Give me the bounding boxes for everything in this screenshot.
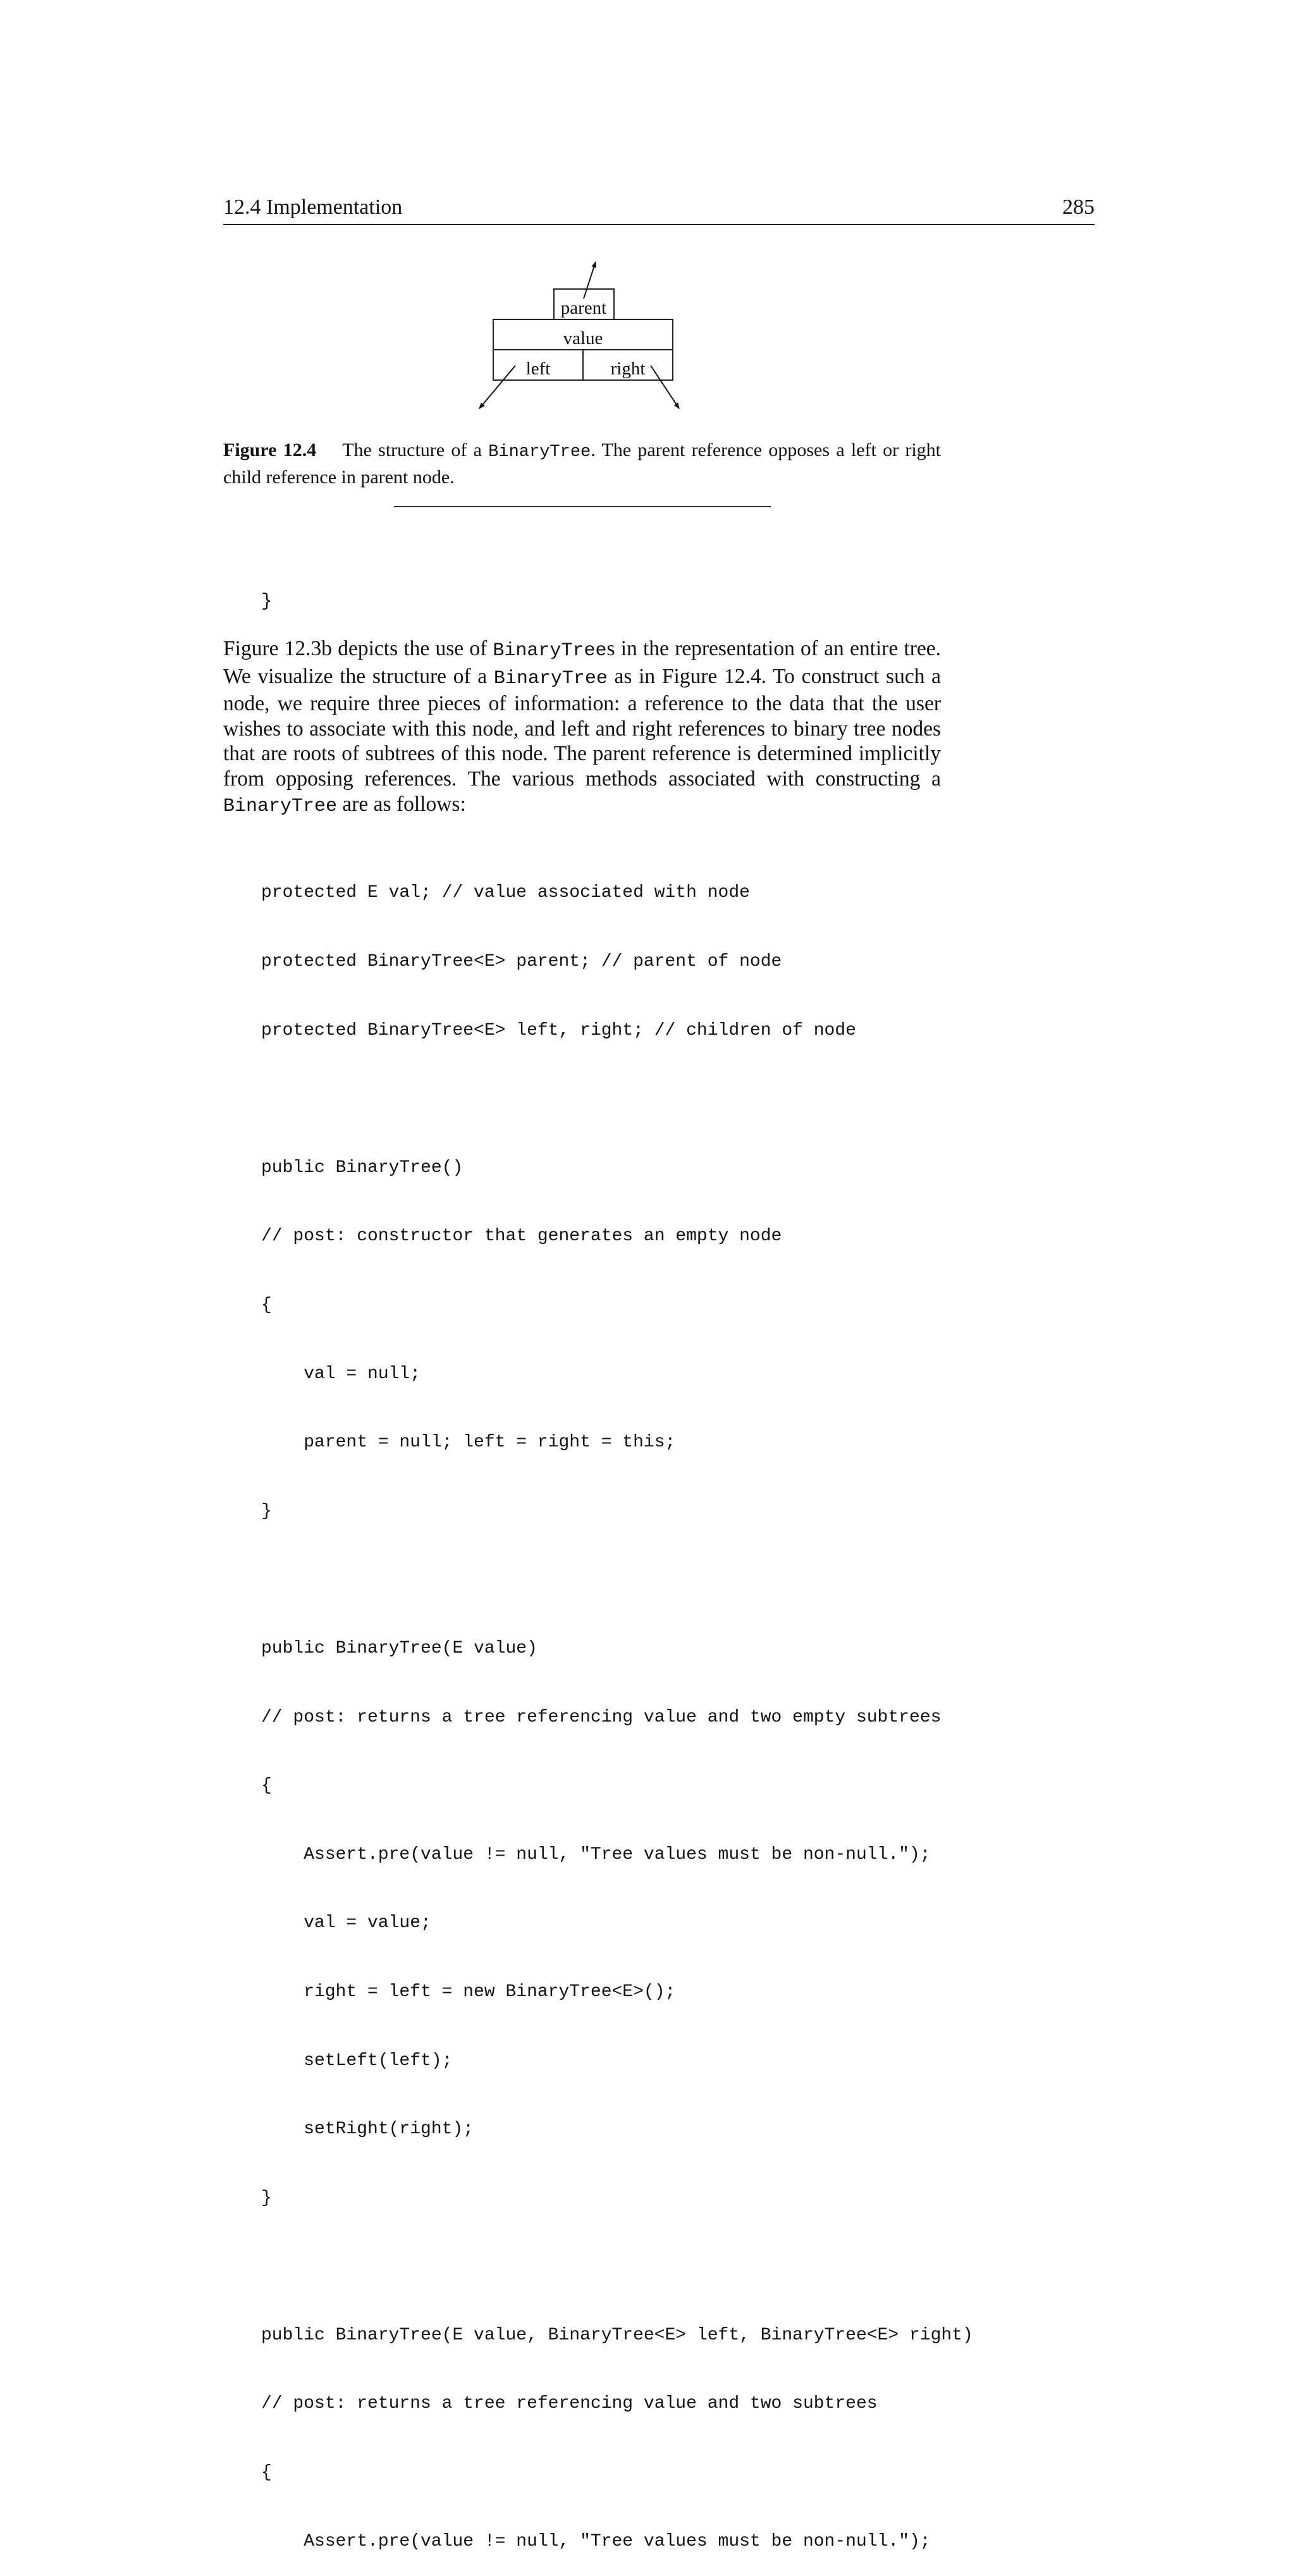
para-text-2: s in the representation of an entire tree. We visualize the structure of a	[223, 637, 941, 688]
code-line: public BinaryTree()	[261, 1157, 463, 1178]
code-line: setLeft(left);	[261, 2050, 453, 2071]
left-label: left	[525, 359, 551, 379]
para-text-1: Figure 12.3b depicts the use of	[223, 637, 493, 660]
code-line: val = value;	[261, 1913, 431, 1933]
code-line: Assert.pre(value != null, "Tree values must be non-null.");	[261, 1844, 931, 1864]
code-line: {	[261, 1295, 272, 1315]
code-line: // post: returns a tree referencing value and two empty subtrees	[261, 1707, 942, 1727]
code-line: protected BinaryTree<E> left, right; // children of node	[261, 1020, 856, 1040]
caption-text-2: . The parent reference opposes a left or right child reference in parent node.	[223, 440, 942, 488]
code-line: parent = null; left = right = this;	[261, 1433, 676, 1453]
figure-rule	[394, 506, 771, 507]
parent-arrow	[584, 262, 596, 299]
para-text-4: are as follows:	[337, 792, 466, 816]
code-line	[261, 2255, 973, 2278]
code-line: val = null;	[261, 1364, 421, 1384]
caption-code: BinaryTree	[488, 443, 591, 462]
code-line: setRight(right);	[261, 2119, 474, 2140]
code-line: // post: returns a tree referencing value and two subtrees	[261, 2394, 878, 2414]
code-line: public BinaryTree(E value, BinaryTree<E> left, BinaryTree<E> right)	[261, 2325, 973, 2345]
para-text-3: as in Figure 12.4. To construct such a node, we require three pieces of information: a reference to the data that the user wishes to associate with this node, and left and right references to binary tree nodes that are roots of subtrees of this node. The parent reference is determined implicitly from opposing references. The various methods associated with constructing a	[223, 664, 941, 791]
code-line	[261, 1568, 973, 1591]
code-line: protected E val; // value associated with node	[261, 883, 750, 903]
page-number: 285	[1062, 195, 1095, 219]
value-label: value	[563, 328, 603, 348]
right-arrow	[651, 366, 679, 409]
para-code-2: BinaryTree	[493, 667, 608, 689]
code-line: protected BinaryTree<E> parent; // parent of node	[261, 952, 782, 971]
figure-caption	[223, 438, 941, 490]
section-title: 12.4 Implementation	[223, 195, 403, 219]
para-code-1: BinaryTree	[493, 640, 607, 662]
para-code-3: BinaryTree	[223, 795, 338, 817]
code-line	[261, 1088, 973, 1111]
code-line: }	[261, 1501, 272, 1521]
parent-label: parent	[560, 298, 607, 318]
code-line: Assert.pre(value != null, "Tree values must be non-null.");	[261, 2531, 931, 2551]
code-closing-brace: }	[261, 591, 273, 612]
code-listing	[261, 836, 973, 2576]
code-line: // post: constructor that generates an empty node	[261, 1226, 782, 1247]
caption-text-1: The structure of a	[342, 440, 489, 460]
figure-number: Figure 12.4	[223, 440, 317, 460]
right-label: right	[610, 359, 646, 379]
code-line: right = left = new BinaryTree<E>();	[261, 1981, 676, 2002]
code-line: }	[261, 2188, 272, 2208]
left-arrow	[479, 366, 515, 409]
code-line: {	[261, 2463, 272, 2483]
code-line: {	[261, 1776, 272, 1796]
code-line: public BinaryTree(E value)	[261, 1638, 537, 1658]
body-paragraph	[223, 636, 941, 819]
